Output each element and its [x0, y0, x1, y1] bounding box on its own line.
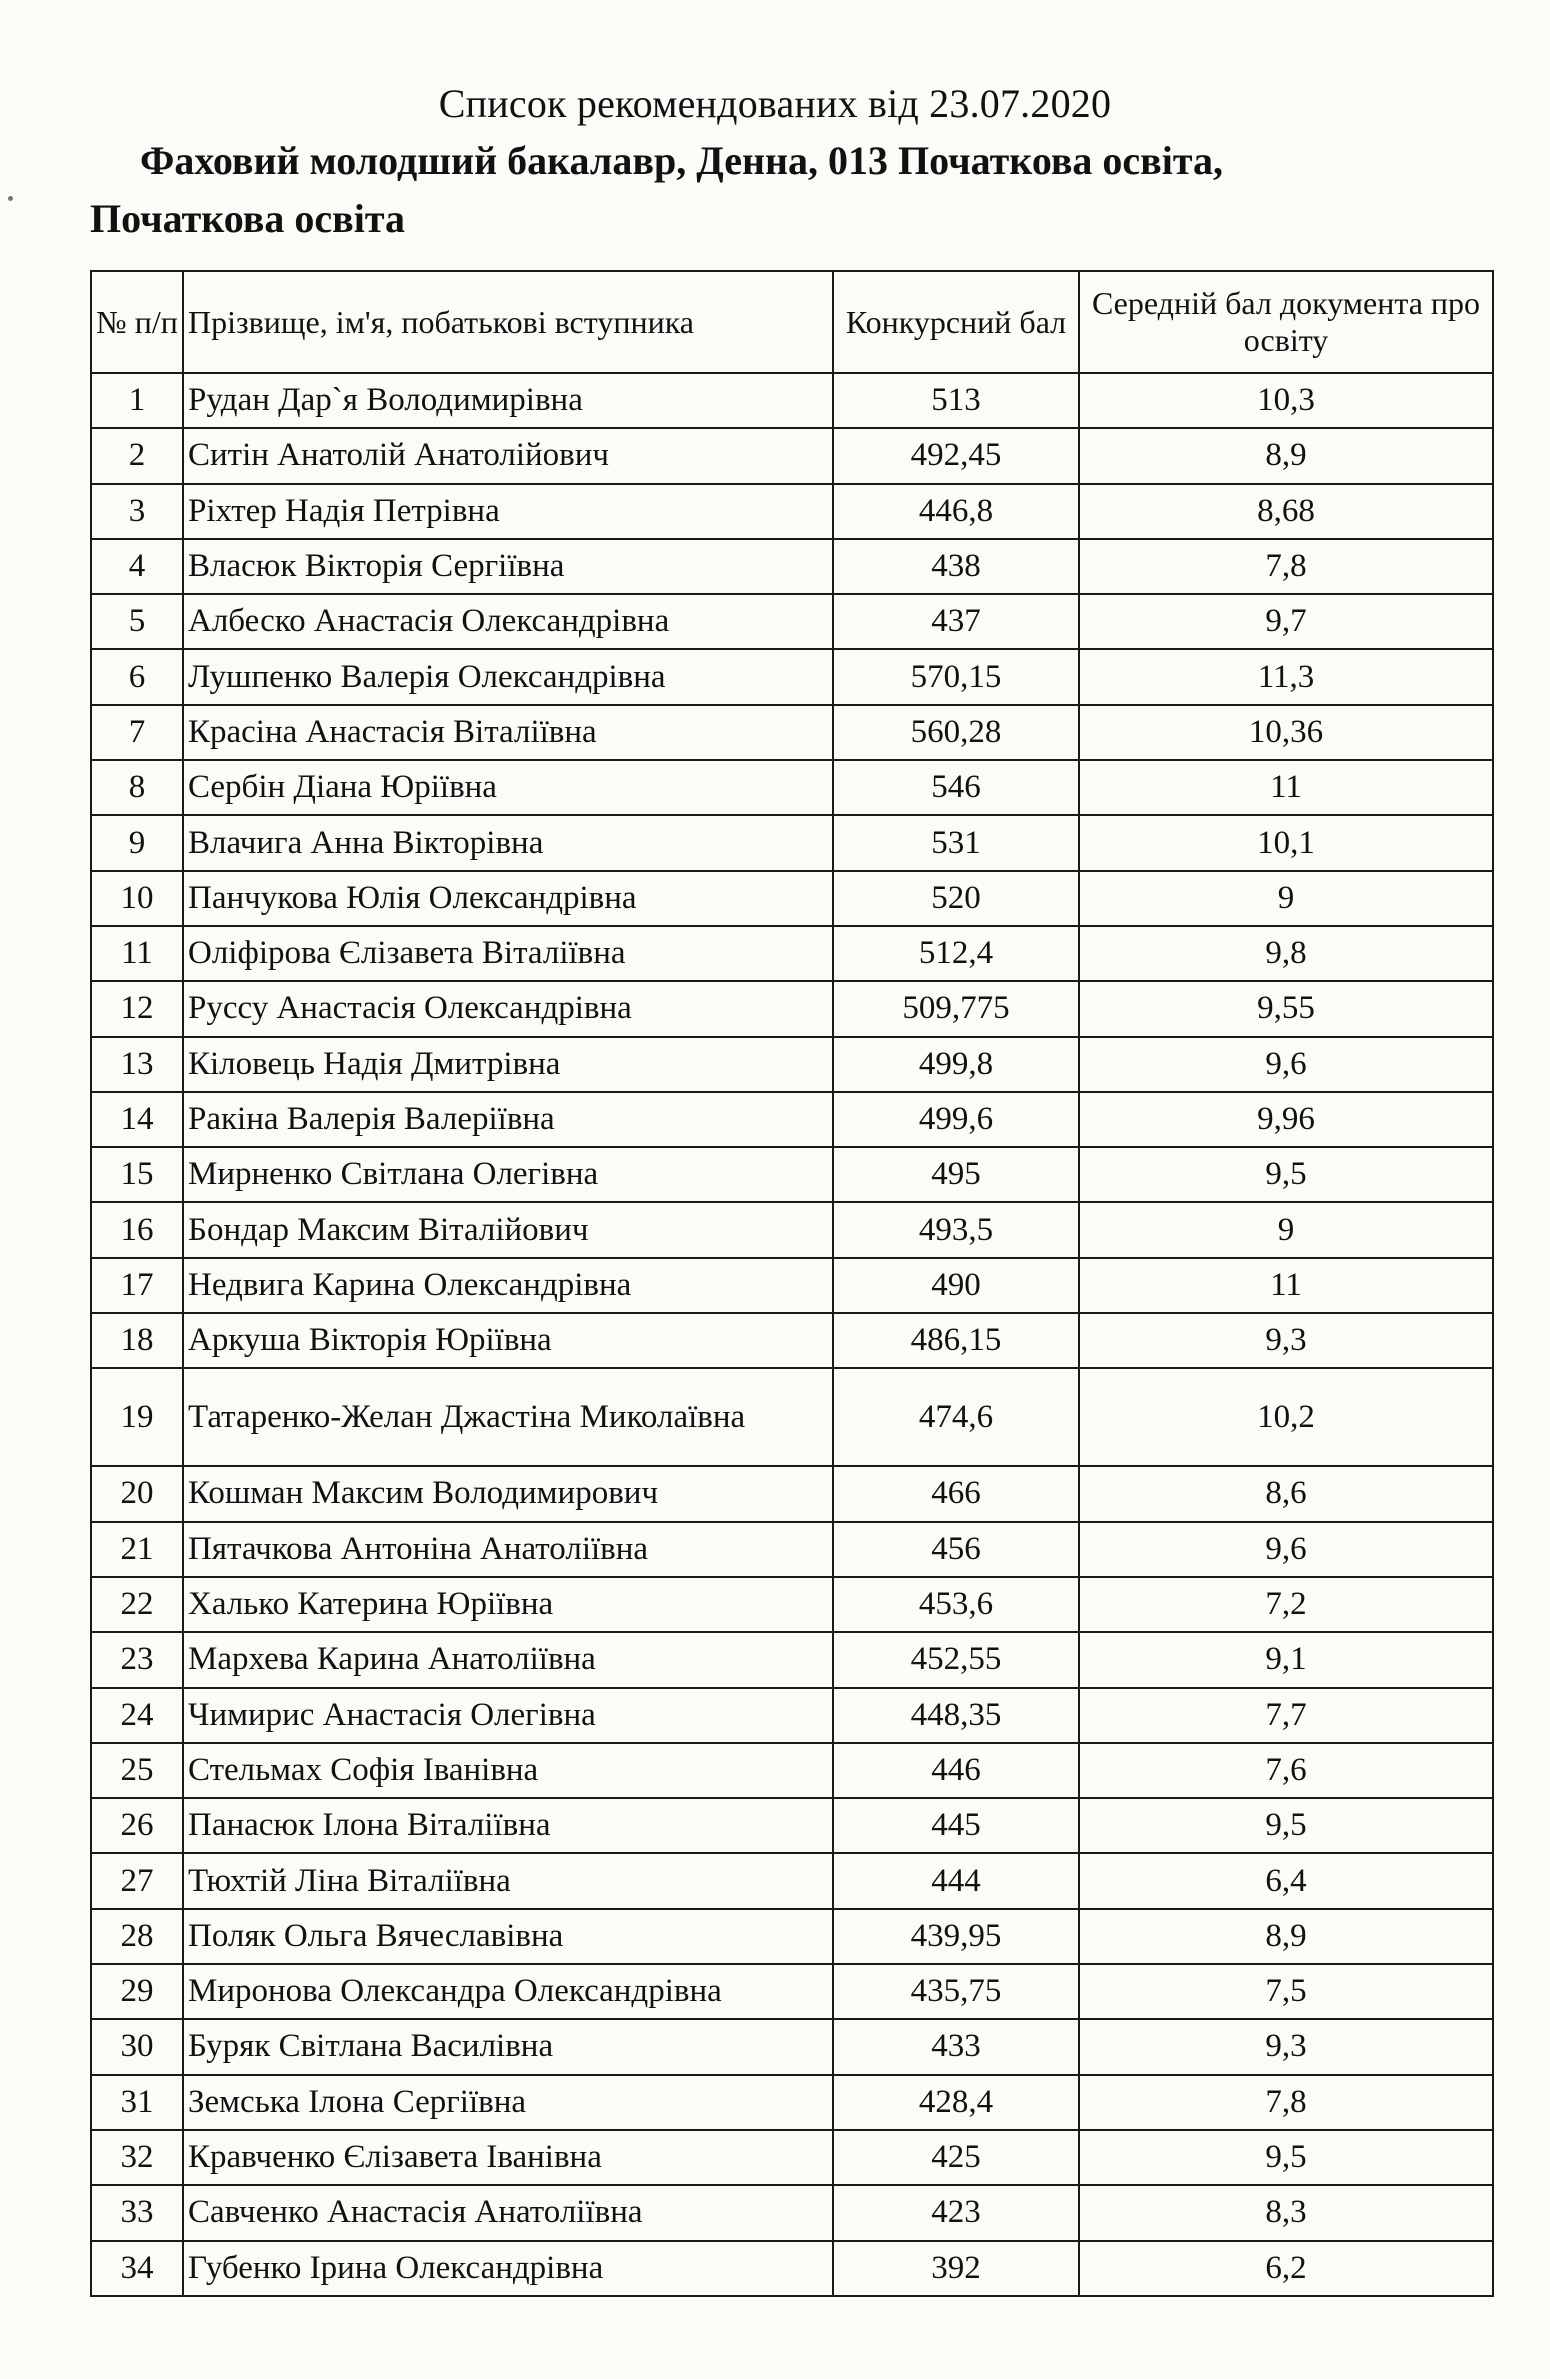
applicant-name: Поляк Ольга Вячеславівна	[183, 1909, 833, 1964]
applicant-name: Тюхтій Ліна Віталіївна	[183, 1853, 833, 1908]
average-grade: 9	[1079, 871, 1493, 926]
document-title: Список рекомендованих від 23.07.2020	[438, 81, 1112, 126]
competitive-score: 499,8	[833, 1037, 1079, 1092]
row-number: 15	[91, 1147, 183, 1202]
table-row	[91, 926, 1493, 981]
applicant-name: Аркуша Вікторія Юріївна	[183, 1313, 833, 1368]
applicant-name: Влачига Анна Вікторівна	[183, 815, 833, 870]
table-row	[91, 2075, 1493, 2130]
row-number: 9	[91, 815, 183, 870]
competitive-score: 492,45	[833, 428, 1079, 483]
row-number: 20	[91, 1466, 183, 1521]
row-number: 1	[91, 373, 183, 428]
row-number: 24	[91, 1688, 183, 1743]
applicant-name: Кравченко Єлізавета Іванівна	[183, 2130, 833, 2185]
row-number: 8	[91, 760, 183, 815]
average-grade: 6,2	[1079, 2241, 1493, 2296]
competitive-score: 446,8	[833, 484, 1079, 539]
average-grade: 9,1	[1079, 1632, 1493, 1687]
applicant-name: Недвига Карина Олександрівна	[183, 1258, 833, 1313]
average-grade: 11	[1079, 760, 1493, 815]
competitive-score: 446	[833, 1743, 1079, 1798]
row-number: 30	[91, 2019, 183, 2074]
row-number: 5	[91, 594, 183, 649]
competitive-score: 392	[833, 2241, 1079, 2296]
average-grade: 8,9	[1079, 1909, 1493, 1964]
average-grade: 7,6	[1079, 1743, 1493, 1798]
recommended-list-table	[90, 270, 1494, 2297]
table-header-row	[91, 271, 1493, 373]
competitive-score: 425	[833, 2130, 1079, 2185]
average-grade: 9,5	[1079, 1798, 1493, 1853]
table-row	[91, 649, 1493, 704]
row-number: 16	[91, 1202, 183, 1257]
row-number: 34	[91, 2241, 183, 2296]
applicant-name: Красіна Анастасія Віталіївна	[183, 705, 833, 760]
row-number: 7	[91, 705, 183, 760]
average-grade: 8,9	[1079, 428, 1493, 483]
competitive-score: 570,15	[833, 649, 1079, 704]
table-row	[91, 705, 1493, 760]
competitive-score: 474,6	[833, 1368, 1079, 1466]
competitive-score: 444	[833, 1853, 1079, 1908]
row-number: 12	[91, 981, 183, 1036]
average-grade: 8,6	[1079, 1466, 1493, 1521]
table-row	[91, 1577, 1493, 1632]
row-number: 19	[91, 1368, 183, 1466]
competitive-score: 423	[833, 2185, 1079, 2240]
competitive-score: 435,75	[833, 1964, 1079, 2019]
row-number: 4	[91, 539, 183, 594]
applicant-name: Кіловець Надія Дмитрівна	[183, 1037, 833, 1092]
competitive-score: 453,6	[833, 1577, 1079, 1632]
row-number: 21	[91, 1522, 183, 1577]
competitive-score: 445	[833, 1798, 1079, 1853]
scan-speck	[8, 196, 13, 201]
average-grade: 9,6	[1079, 1522, 1493, 1577]
header-competitive-score: Конкурсний бал	[833, 271, 1079, 373]
table-row	[91, 1909, 1493, 1964]
applicant-name: Оліфірова Єлізавета Віталіївна	[183, 926, 833, 981]
program-heading-continued: Початкова освіта	[90, 196, 405, 241]
applicant-name: Ситін Анатолій Анатолійович	[183, 428, 833, 483]
table-row	[91, 428, 1493, 483]
average-grade: 9,6	[1079, 1037, 1493, 1092]
table-row	[91, 1688, 1493, 1743]
average-grade: 9,5	[1079, 2130, 1493, 2185]
average-grade: 6,4	[1079, 1853, 1493, 1908]
applicant-name: Рудан Дар`я Володимирівна	[183, 373, 833, 428]
table-row	[91, 760, 1493, 815]
average-grade: 7,7	[1079, 1688, 1493, 1743]
table-row	[91, 1368, 1493, 1466]
row-number: 26	[91, 1798, 183, 1853]
applicant-name: Савченко Анастасія Анатоліївна	[183, 2185, 833, 2240]
applicant-name: Миронова Олександра Олександрівна	[183, 1964, 833, 2019]
average-grade: 11,3	[1079, 649, 1493, 704]
applicant-name: Пятачкова Антоніна Анатоліївна	[183, 1522, 833, 1577]
table-row	[91, 1202, 1493, 1257]
table-row	[91, 1313, 1493, 1368]
average-grade: 9,5	[1079, 1147, 1493, 1202]
table-row	[91, 1466, 1493, 1521]
row-number: 14	[91, 1092, 183, 1147]
average-grade: 11	[1079, 1258, 1493, 1313]
applicant-name: Ріхтер Надія Петрівна	[183, 484, 833, 539]
table-row	[91, 1853, 1493, 1908]
row-number: 11	[91, 926, 183, 981]
average-grade: 10,3	[1079, 373, 1493, 428]
applicant-name: Власюк Вікторія Сергіївна	[183, 539, 833, 594]
competitive-score: 546	[833, 760, 1079, 815]
applicant-name: Губенко Ірина Олександрівна	[183, 2241, 833, 2296]
row-number: 3	[91, 484, 183, 539]
header-average-grade: Середній бал документа про освіту	[1079, 271, 1493, 373]
table-row	[91, 815, 1493, 870]
row-number: 10	[91, 871, 183, 926]
row-number: 25	[91, 1743, 183, 1798]
applicant-name: Мирненко Світлана Олегівна	[183, 1147, 833, 1202]
applicant-name: Панасюк Ілона Віталіївна	[183, 1798, 833, 1853]
average-grade: 9,55	[1079, 981, 1493, 1036]
competitive-score: 560,28	[833, 705, 1079, 760]
table-row	[91, 2130, 1493, 2185]
table-row	[91, 594, 1493, 649]
competitive-score: 452,55	[833, 1632, 1079, 1687]
table-row	[91, 1743, 1493, 1798]
row-number: 22	[91, 1577, 183, 1632]
average-grade: 10,1	[1079, 815, 1493, 870]
applicant-name: Лушпенко Валерія Олександрівна	[183, 649, 833, 704]
competitive-score: 499,6	[833, 1092, 1079, 1147]
table-row	[91, 2185, 1493, 2240]
applicant-name: Земська Ілона Сергіївна	[183, 2075, 833, 2130]
row-number: 17	[91, 1258, 183, 1313]
row-number: 31	[91, 2075, 183, 2130]
average-grade: 9	[1079, 1202, 1493, 1257]
applicant-name: Татаренко-Желан Джастіна Миколаївна	[183, 1368, 833, 1466]
average-grade: 8,68	[1079, 484, 1493, 539]
table-row	[91, 981, 1493, 1036]
table-row	[91, 1147, 1493, 1202]
average-grade: 9,7	[1079, 594, 1493, 649]
table-row	[91, 1092, 1493, 1147]
competitive-score: 439,95	[833, 1909, 1079, 1964]
applicant-name: Чимирис Анастасія Олегівна	[183, 1688, 833, 1743]
applicant-name: Бондар Максим Віталійович	[183, 1202, 833, 1257]
applicant-name: Ракіна Валерія Валеріївна	[183, 1092, 833, 1147]
applicant-name: Кошман Максим Володимирович	[183, 1466, 833, 1521]
table-row	[91, 1258, 1493, 1313]
applicant-name: Сербін Діана Юріївна	[183, 760, 833, 815]
competitive-score: 513	[833, 373, 1079, 428]
average-grade: 9,3	[1079, 2019, 1493, 2074]
competitive-score: 466	[833, 1466, 1079, 1521]
row-number: 28	[91, 1909, 183, 1964]
applicant-name: Мархева Карина Анатоліївна	[183, 1632, 833, 1687]
average-grade: 7,8	[1079, 539, 1493, 594]
table-row	[91, 1037, 1493, 1092]
average-grade: 7,8	[1079, 2075, 1493, 2130]
table-body	[91, 373, 1493, 2296]
table-row	[91, 871, 1493, 926]
competitive-score: 486,15	[833, 1313, 1079, 1368]
table-row	[91, 1798, 1493, 1853]
competitive-score: 428,4	[833, 2075, 1079, 2130]
competitive-score: 437	[833, 594, 1079, 649]
table-row	[91, 373, 1493, 428]
average-grade: 9,96	[1079, 1092, 1493, 1147]
competitive-score: 520	[833, 871, 1079, 926]
row-number: 13	[91, 1037, 183, 1092]
table-row	[91, 484, 1493, 539]
average-grade: 7,2	[1079, 1577, 1493, 1632]
row-number: 6	[91, 649, 183, 704]
applicant-name: Панчукова Юлія Олександрівна	[183, 871, 833, 926]
competitive-score: 531	[833, 815, 1079, 870]
competitive-score: 509,775	[833, 981, 1079, 1036]
header-applicant-name: Прізвище, ім'я, побатькові вступника	[183, 271, 833, 373]
average-grade: 7,5	[1079, 1964, 1493, 2019]
competitive-score: 433	[833, 2019, 1079, 2074]
table-row	[91, 539, 1493, 594]
row-number: 2	[91, 428, 183, 483]
average-grade: 10,2	[1079, 1368, 1493, 1466]
competitive-score: 495	[833, 1147, 1079, 1202]
applicant-name: Албеско Анастасія Олександрівна	[183, 594, 833, 649]
competitive-score: 448,35	[833, 1688, 1079, 1743]
applicant-name: Руссу Анастасія Олександрівна	[183, 981, 833, 1036]
competitive-score: 490	[833, 1258, 1079, 1313]
competitive-score: 493,5	[833, 1202, 1079, 1257]
competitive-score: 438	[833, 539, 1079, 594]
row-number: 18	[91, 1313, 183, 1368]
row-number: 33	[91, 2185, 183, 2240]
row-number: 27	[91, 1853, 183, 1908]
average-grade: 8,3	[1079, 2185, 1493, 2240]
row-number: 32	[91, 2130, 183, 2185]
average-grade: 10,36	[1079, 705, 1493, 760]
table-row	[91, 2019, 1493, 2074]
table-row	[91, 1964, 1493, 2019]
competitive-score: 456	[833, 1522, 1079, 1577]
applicant-name: Буряк Світлана Василівна	[183, 2019, 833, 2074]
applicant-name: Халько Катерина Юріївна	[183, 1577, 833, 1632]
header-number: № п/п	[91, 271, 183, 373]
program-heading: Фаховий молодший бакалавр, Денна, 013 Початкова освіта,	[140, 138, 1224, 183]
row-number: 29	[91, 1964, 183, 2019]
table-row	[91, 2241, 1493, 2296]
table-row	[91, 1632, 1493, 1687]
row-number: 23	[91, 1632, 183, 1687]
competitive-score: 512,4	[833, 926, 1079, 981]
applicant-name: Стельмах Софія Іванівна	[183, 1743, 833, 1798]
table-row	[91, 1522, 1493, 1577]
average-grade: 9,3	[1079, 1313, 1493, 1368]
average-grade: 9,8	[1079, 926, 1493, 981]
